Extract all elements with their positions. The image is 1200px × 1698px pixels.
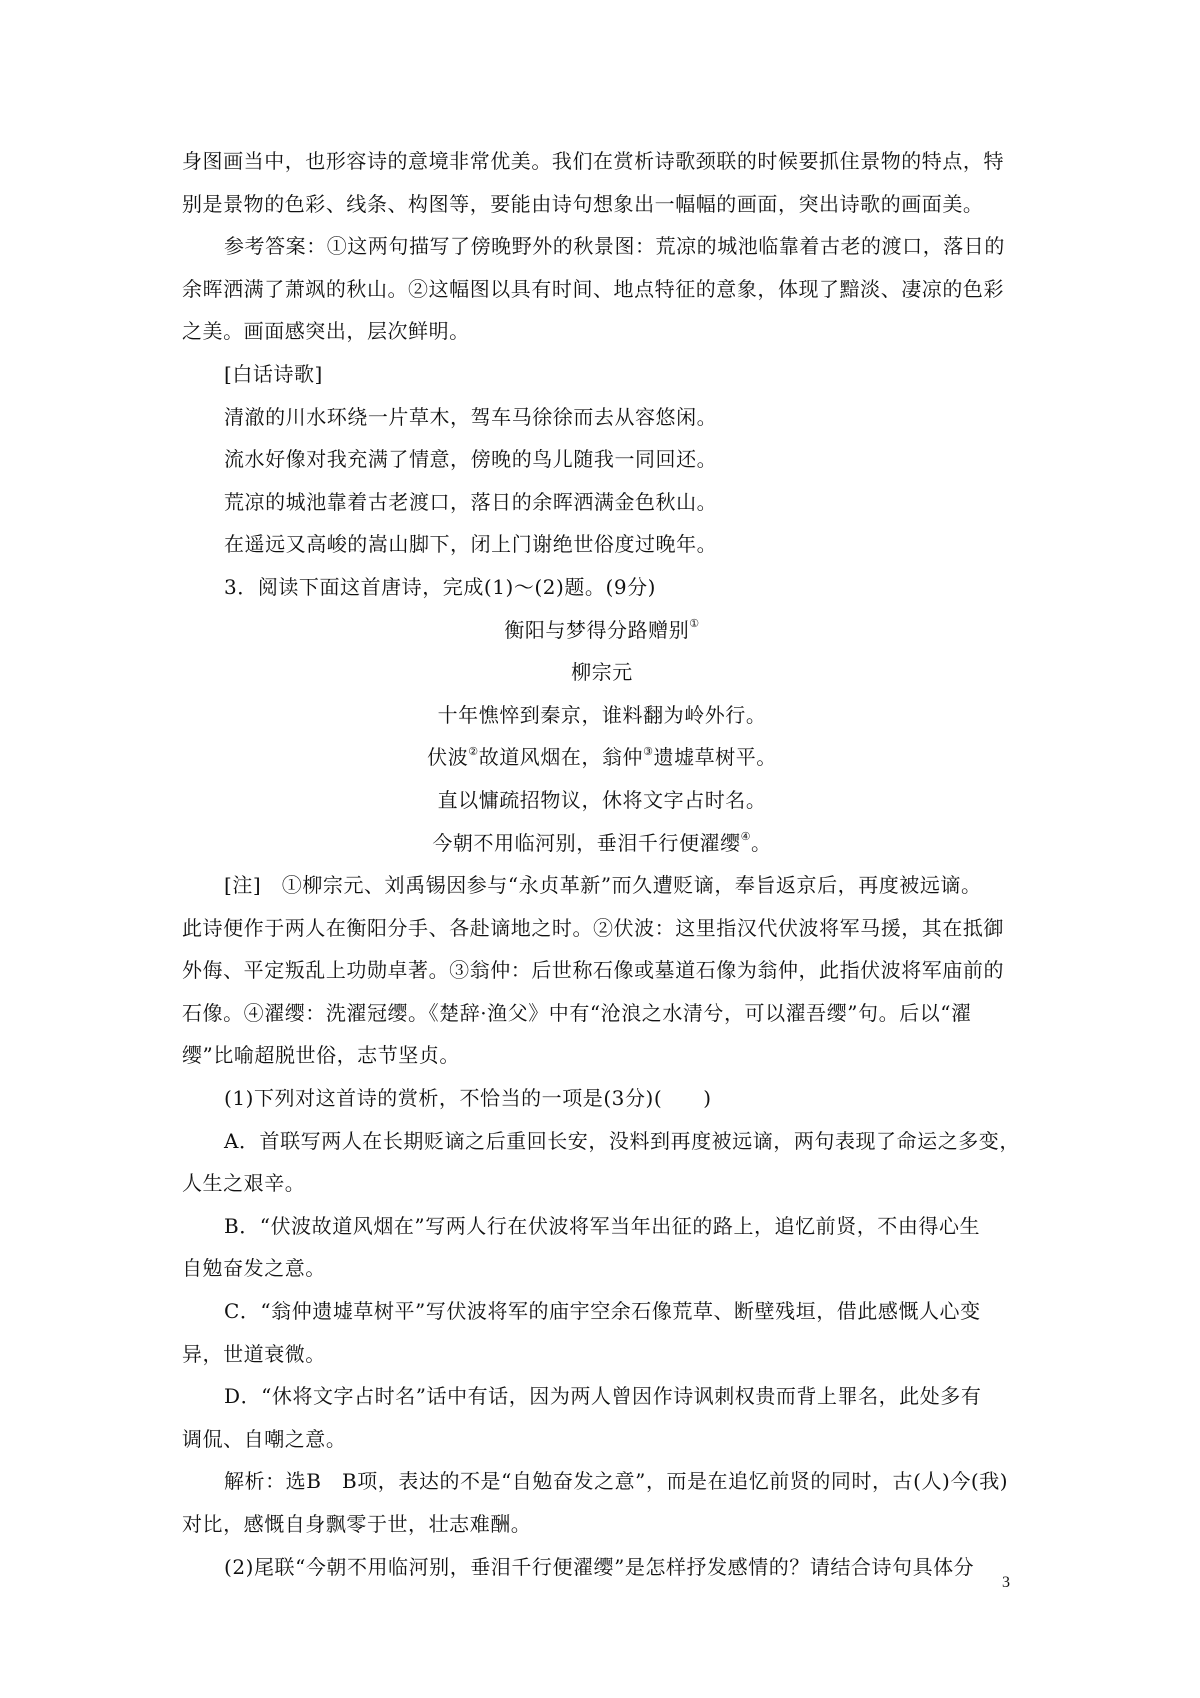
note-line: 此诗便作于两人在衡阳分手、各赴谪地之时。②伏波：这里指汉代伏波将军马援，其在抵御 [182,915,1004,940]
note-line: 外侮、平定叛乱上功勋卓著。③翁仲：后世称石像或墓道石像为翁仲，此指伏波将军庙前的 [182,958,1004,983]
poem-line: 伏波②故道风烟在，翁仲③遗墟草树平。 [427,744,777,770]
option-d-cont: 调侃、自嘲之意。 [182,1426,347,1451]
document-page [182,140,1022,1588]
option-c-cont: 异，世道衰微。 [182,1341,326,1366]
section-heading: [白话诗歌] [224,361,323,386]
text-line: 余晖洒满了萧飒的秋山。②这幅图以具有时间、地点特征的意象，体现了黯淡、凄凉的色彩 [182,276,1004,301]
footnote-marker: ② [468,744,479,758]
analysis: 解析：选B B项，表达的不是“自勉奋发之意”，而是在追忆前贤的同时，古(人)今(我) [224,1469,1009,1494]
footnote-marker: ③ [643,744,654,758]
option-a: A．首联写两人在长期贬谪之后重回长安，没料到再度被远谪，两句表现了命运之多变， [224,1128,1020,1153]
option-c: C．“翁仲遗墟草树平”写伏波将军的庙宇空余石像荒草、断壁残垣，借此感慨人心变 [224,1299,981,1324]
option-b: B．“伏波故道风烟在”写两人行在伏波将军当年出征的路上，追忆前贤，不由得心生 [224,1213,981,1238]
translation-line: 清澈的川水环绕一片草木，驾车马徐徐而去从容悠闲。 [224,404,718,429]
question-stem: (2)尾联“今朝不用临河别，垂泪千行便濯缨”是怎样抒发感情的？请结合诗句具体分 [224,1554,975,1579]
text-line: 别是景物的色彩、线条、构图等，要能由诗句想象出一幅幅的画面，突出诗歌的画面美。 [182,191,984,216]
option-b-cont: 自勉奋发之意。 [182,1256,326,1281]
footnote-marker: ④ [740,829,752,843]
note-line: [注] ①柳宗元、刘禹锡因参与“永贞革新”而久遭贬谪，奉旨返京后，再度被远谪。 [224,873,982,898]
question-heading: 3．阅读下面这首唐诗，完成(1)～(2)题。(9分) [224,574,657,599]
poem-author: 柳宗元 [571,660,633,685]
poem-line: 直以慵疏招物议，休将文字占时名。 [437,787,767,812]
question-stem: (1)下列对这首诗的赏析，不恰当的一项是(3分)( ) [224,1086,712,1111]
note-line: 石像。④濯缨：洗濯冠缨。《楚辞·渔父》中有“沧浪之水清兮，可以濯吾缨”句。后以“濯 [182,1000,972,1025]
translation-line: 在遥远又高峻的嵩山脚下，闭上门谢绝世俗度过晚年。 [224,532,718,557]
translation-line: 荒凉的城池靠着古老渡口，落日的余晖洒满金色秋山。 [224,489,718,514]
text-line: 之美。画面感突出，层次鲜明。 [182,319,470,344]
option-a-cont: 人生之艰辛。 [182,1171,306,1196]
poem-line: 今朝不用临河别，垂泪千行便濯缨④。 [432,829,772,855]
page-number: 3 [1002,1574,1010,1591]
option-d: D．“休将文字占时名”话中有话，因为两人曾因作诗讽刺权贵而背上罪名，此处多有 [224,1384,982,1409]
poem-line: 十年憔悴到秦京，谁料翻为岭外行。 [437,702,767,727]
reference-answer: 参考答案：①这两句描写了傍晚野外的秋景图：荒凉的城池临靠着古老的渡口，落日的 [224,234,1005,259]
note-line: 缨”比喻超脱世俗，志节坚贞。 [182,1043,460,1068]
text-line: 身图画当中，也形容诗的意境非常优美。我们在赏析诗歌颈联的时候要抓住景物的特点，特 [182,149,1004,173]
poem-title: 衡阳与梦得分路赠别① [504,616,700,642]
translation-line: 流水好像对我充满了情意，傍晚的鸟儿随我一同回还。 [224,447,718,472]
analysis-cont: 对比，感慨自身飘零于世，壮志难酬。 [182,1512,532,1536]
footnote-marker: ① [689,616,700,630]
